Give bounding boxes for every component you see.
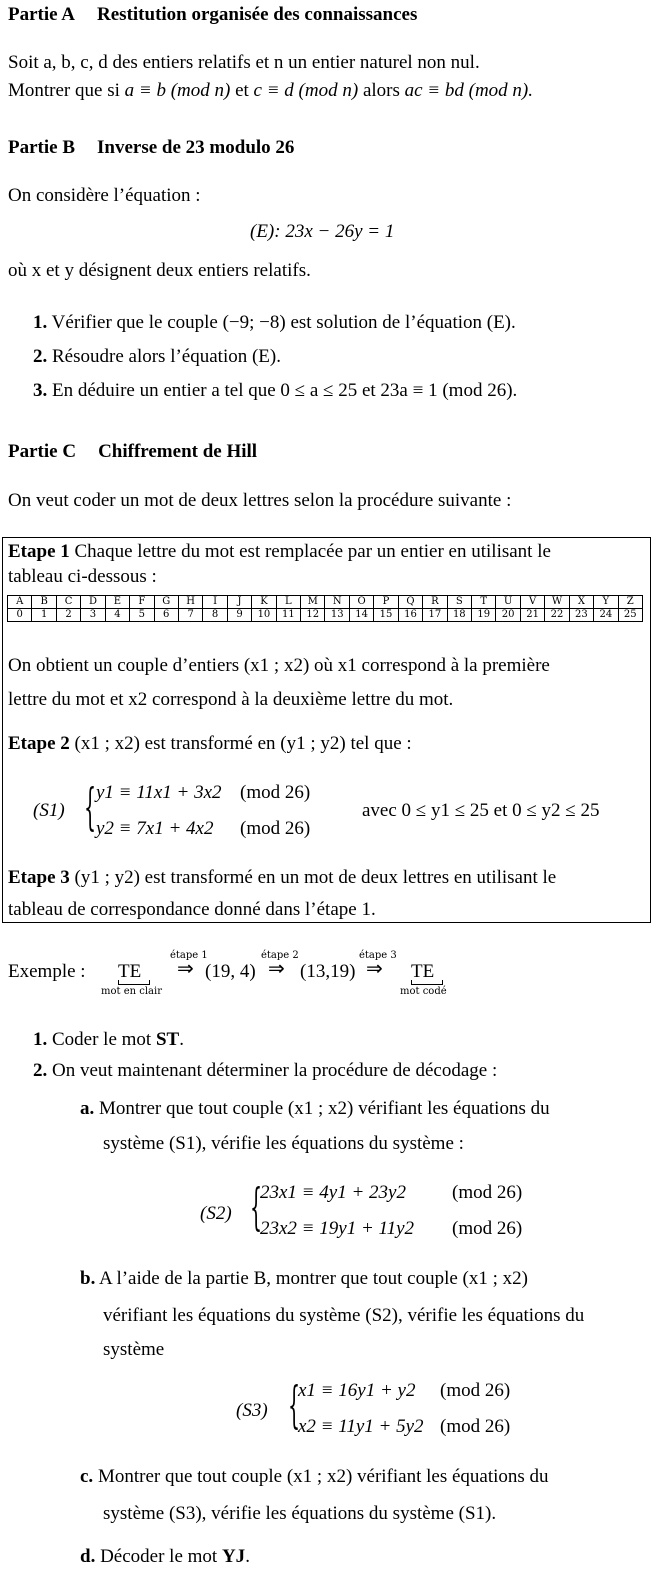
question-number: 2. <box>33 1060 48 1081</box>
brace-icon: { <box>288 1378 301 1436</box>
s1-eq2: y2 ≡ 7x1 + 4x2 <box>96 818 214 839</box>
table-letter-cell: K <box>252 596 276 609</box>
part-a-heading <box>8 4 417 26</box>
question-text: On veut maintenant déterminer la procédure de décodage : <box>52 1060 498 1081</box>
example-step2: étape 2 <box>261 950 299 961</box>
table-letter-cell: J <box>227 596 251 609</box>
table-number-cell: 20 <box>496 609 520 622</box>
part-c-heading <box>8 441 257 463</box>
table-number-cell: 11 <box>276 609 300 622</box>
part-b-intro: On considère l’équation : <box>8 185 201 206</box>
s3-mod2: (mod 26) <box>440 1416 511 1437</box>
formula: c ≡ d (mod n) <box>253 80 359 101</box>
s1-mod2: (mod 26) <box>240 818 311 839</box>
table-letter-cell: P <box>374 596 398 609</box>
question-2b-line3: système <box>103 1339 165 1360</box>
step3-label: Etape 3 <box>8 867 70 888</box>
table-letter-cell: M <box>301 596 325 609</box>
question-letter: c. <box>80 1466 94 1487</box>
table-number-cell: 4 <box>105 609 129 622</box>
text: alors <box>362 80 400 101</box>
example-label: Exemple : <box>8 961 86 982</box>
table-letter-cell: I <box>203 596 227 609</box>
table-letter-cell: T <box>472 596 496 609</box>
text: et <box>235 80 249 101</box>
example-word-in: TE <box>118 961 142 982</box>
part-a-line1: Soit a, b, c, d des entiers relatifs et n un entier naturel non nul. <box>8 52 480 73</box>
table-letter-cell: O <box>349 596 373 609</box>
table-letter-cell: U <box>496 596 520 609</box>
table-letter-cell: W <box>545 596 569 609</box>
system-s3-name: (S3) <box>236 1400 268 1421</box>
step1-label: Etape 1 <box>8 541 70 562</box>
s2-eq2: 23x2 ≡ 19y1 + 11y2 <box>260 1218 415 1239</box>
example-word-in-caption: mot en clair <box>101 986 162 997</box>
table-letter-cell: X <box>569 596 593 609</box>
underbrace-icon <box>411 980 443 985</box>
question-word: YJ <box>221 1546 246 1567</box>
part-a-title: Partie A <box>8 4 76 25</box>
part-b-after: où x et y désignent deux entiers relatifs. <box>8 260 311 281</box>
table-letter-cell: D <box>81 596 105 609</box>
question-2a <box>80 1098 550 1120</box>
table-letter-cell: H <box>178 596 202 609</box>
part-b-heading <box>8 137 294 159</box>
table-number-cell: 23 <box>569 609 593 622</box>
question-letter: b. <box>80 1268 96 1289</box>
table-letter-cell: Z <box>618 596 642 609</box>
s2-mod1: (mod 26) <box>452 1182 523 1203</box>
numbers-row <box>8 609 643 622</box>
table-number-cell: 6 <box>154 609 178 622</box>
obtain-line1: On obtient un couple d’entiers (x1 ; x2) où x1 correspond à la première <box>8 655 550 676</box>
s1-eq1: y1 ≡ 11x1 + 3x2 <box>96 782 222 803</box>
table-letter-cell: G <box>154 596 178 609</box>
table-number-cell: 24 <box>594 609 618 622</box>
question-text: Montrer que tout couple (x1 ; x2) vérifiant les équations du <box>99 1098 550 1119</box>
table-number-cell: 22 <box>545 609 569 622</box>
item-text: Vérifier que le couple (−9; −8) est solution de l’équation (E). <box>51 312 516 333</box>
question-text: A l’aide de la partie B, montrer que tout couple (x1 ; x2) <box>99 1268 528 1289</box>
part-b-subtitle: Inverse de 23 modulo 26 <box>97 137 295 158</box>
table-number-cell: 14 <box>349 609 373 622</box>
table-letter-cell: V <box>520 596 544 609</box>
part-b-item <box>33 346 281 368</box>
step2 <box>8 733 412 755</box>
item-number: 1. <box>33 312 48 333</box>
implies-arrow-icon: ⇒ <box>268 956 285 980</box>
table-number-cell: 9 <box>227 609 251 622</box>
table-number-cell: 25 <box>618 609 642 622</box>
table-number-cell: 21 <box>520 609 544 622</box>
question-1: 1. Coder le mot ST. <box>33 1029 184 1050</box>
example-pair1: (19, 4) <box>205 961 256 982</box>
table-letter-cell: N <box>325 596 349 609</box>
table-letter-cell: S <box>447 596 471 609</box>
s2-mod2: (mod 26) <box>452 1218 523 1239</box>
table-number-cell: 19 <box>472 609 496 622</box>
equation-e: (E): 23x − 26y = 1 <box>250 221 395 242</box>
s3-eq1: x1 ≡ 16y1 + y2 <box>298 1380 416 1401</box>
question-2b-line2: vérifiant les équations du système (S2), vérifie les équations du <box>103 1305 585 1326</box>
table-letter-cell: R <box>423 596 447 609</box>
brace-icon: { <box>84 780 97 838</box>
table-letter-cell: A <box>8 596 32 609</box>
part-c-subtitle: Chiffrement de Hill <box>98 441 258 462</box>
question-2a-line2: système (S1), vérifie les équations du système : <box>103 1133 464 1154</box>
step3-text2: tableau de correspondance donné dans l’étape 1. <box>8 899 376 920</box>
table-letter-cell: Q <box>398 596 422 609</box>
formula: ac ≡ bd (mod n). <box>404 80 534 101</box>
table-letter-cell: C <box>56 596 80 609</box>
table-number-cell: 13 <box>325 609 349 622</box>
text: Montrer que si <box>8 80 120 101</box>
part-a-line2 <box>8 80 533 102</box>
table-number-cell: 7 <box>178 609 202 622</box>
step1 <box>8 541 551 563</box>
question-text: Décoder le mot <box>100 1546 218 1567</box>
table-number-cell: 1 <box>32 609 56 622</box>
table-number-cell: 10 <box>252 609 276 622</box>
obtain-line2: lettre du mot et x2 correspond à la deuxième lettre du mot. <box>8 689 454 710</box>
s3-eq2: x2 ≡ 11y1 + 5y2 <box>298 1416 424 1437</box>
step2-text: (x1 ; x2) est transformé en (y1 ; y2) tel que : <box>74 733 412 754</box>
step3 <box>8 867 556 889</box>
item-text: Résoudre alors l’équation (E). <box>52 346 281 367</box>
question-text: Montrer que tout couple (x1 ; x2) vérifiant les équations du <box>97 1466 549 1487</box>
letters-row <box>8 596 643 609</box>
part-c-intro: On veut coder un mot de deux lettres selon la procédure suivante : <box>8 490 512 511</box>
part-b-item <box>33 380 517 402</box>
question-2 <box>33 1060 497 1082</box>
table-number-cell: 16 <box>398 609 422 622</box>
implies-arrow-icon: ⇒ <box>177 956 194 980</box>
system-s1-name: (S1) <box>33 800 65 821</box>
part-a-subtitle: Restitution organisée des connaissances <box>97 4 418 25</box>
s2-eq1: 23x1 ≡ 4y1 + 23y2 <box>260 1182 406 1203</box>
s3-mod1: (mod 26) <box>440 1380 511 1401</box>
question-2b <box>80 1268 528 1290</box>
table-number-cell: 12 <box>301 609 325 622</box>
part-b-item <box>33 312 516 334</box>
question-word: ST <box>155 1029 180 1050</box>
step2-label: Etape 2 <box>8 733 70 754</box>
question-letter: a. <box>80 1098 95 1119</box>
implies-arrow-icon: ⇒ <box>366 956 383 980</box>
table-letter-cell: E <box>105 596 129 609</box>
table-number-cell: 2 <box>56 609 80 622</box>
table-number-cell: 18 <box>447 609 471 622</box>
example-word-out: TE <box>411 961 435 982</box>
item-number: 3. <box>33 380 48 401</box>
example-step3: étape 3 <box>359 950 397 961</box>
letter-code-table <box>7 595 643 622</box>
s1-mod1: (mod 26) <box>240 782 311 803</box>
s1-condition: avec 0 ≤ y1 ≤ 25 et 0 ≤ y2 ≤ 25 <box>362 800 600 821</box>
table-number-cell: 0 <box>8 609 32 622</box>
table-number-cell: 8 <box>203 609 227 622</box>
brace-icon: { <box>250 1180 263 1238</box>
table-letter-cell: F <box>130 596 154 609</box>
part-b-title: Partie B <box>8 137 76 158</box>
example-word-out-caption: mot codé <box>400 986 447 997</box>
formula: a ≡ b (mod n) <box>124 80 231 101</box>
step1-text: Chaque lettre du mot est remplacée par un entier en utilisant le <box>74 541 551 562</box>
item-number: 2. <box>33 346 48 367</box>
step3-text: (y1 ; y2) est transformé en un mot de deux lettres en utilisant le <box>74 867 557 888</box>
table-number-cell: 5 <box>130 609 154 622</box>
example-step1: étape 1 <box>170 950 208 961</box>
underbrace-icon <box>118 980 150 985</box>
system-s2-name: (S2) <box>200 1203 232 1224</box>
table-number-cell: 3 <box>81 609 105 622</box>
part-c-title: Partie C <box>8 441 77 462</box>
table-number-cell: 15 <box>374 609 398 622</box>
table-number-cell: 17 <box>423 609 447 622</box>
question-2c <box>80 1466 549 1488</box>
table-letter-cell: L <box>276 596 300 609</box>
question-2d: d. Décoder le mot YJ. <box>80 1546 250 1567</box>
item-text: En déduire un entier a tel que 0 ≤ a ≤ 25 et 23a ≡ 1 (mod 26). <box>52 380 518 401</box>
step1-text2: tableau ci-dessous : <box>8 566 157 587</box>
question-letter: d. <box>80 1546 96 1567</box>
question-text: Coder le mot <box>52 1029 152 1050</box>
question-2c-line2: système (S3), vérifie les équations du système (S1). <box>103 1503 497 1524</box>
question-number: 1. <box>33 1029 48 1050</box>
table-letter-cell: B <box>32 596 56 609</box>
table-letter-cell: Y <box>594 596 618 609</box>
example-pair2: (13,19) <box>300 961 356 982</box>
